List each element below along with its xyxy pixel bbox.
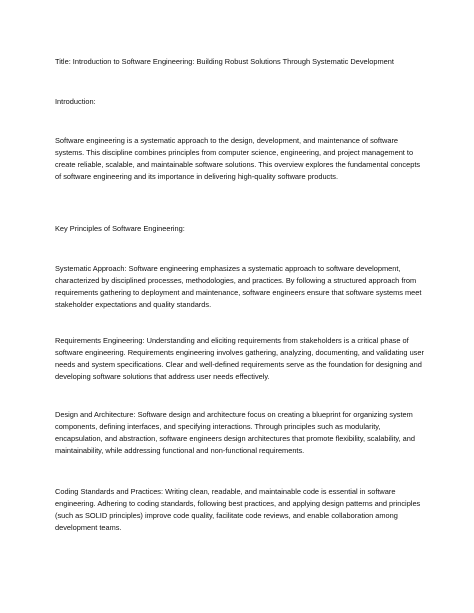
key-principles-heading: Key Principles of Software Engineering: bbox=[55, 224, 185, 233]
document-title: Title: Introduction to Software Engineering: Building Robust Solutions Through Systematic Development bbox=[55, 57, 394, 66]
coding-standards-paragraph: Coding Standards and Practices: Writing clean, readable, and maintainable code is essential in software engineering. Adhering to coding standards, following best practices, and applying design patterns and principles (such as SOLID principles) improve code quality, facilitate code reviews, and enable collaboration among development teams. bbox=[55, 487, 421, 532]
systematic-approach-paragraph: Systematic Approach: Software engineering emphasizes a systematic approach to software development, characterized by disciplined processes, methodologies, and practices. By following a structured approach from requirements gathering to deployment and maintenance, software engineers ensure that software systems meet stakeholder expectations and quality standards. bbox=[55, 264, 422, 309]
design-architecture-paragraph: Design and Architecture: Software design and architecture focus on creating a blueprint for organizing system components, defining interfaces, and specifying interactions. Through principles such as modularity, encapsulation, and abstraction, software engineers design architectures that promote flexibility, scalability, and maintainability, while addressing functional and non-functional requirements. bbox=[55, 410, 416, 455]
introduction-heading: Introduction: bbox=[55, 97, 96, 106]
requirements-engineering-paragraph: Requirements Engineering: Understanding and eliciting requirements from stakeholders is a critical phase of software engineering. Requirements engineering involves gathering, analyzing, documenting, and validating user needs and system specifications. Clear and well-defined requirements serve as the foundation for designing and developing software solutions that address user needs effectively. bbox=[55, 336, 424, 381]
introduction-paragraph: Software engineering is a systematic approach to the design, development, and maintenance of software systems. This discipline combines principles from computer science, engineering, and project management to create reliable, scalable, and maintainable software solutions. This overview explores the fundamental concepts of software engineering and its importance in delivering high-quality software products. bbox=[55, 136, 421, 181]
